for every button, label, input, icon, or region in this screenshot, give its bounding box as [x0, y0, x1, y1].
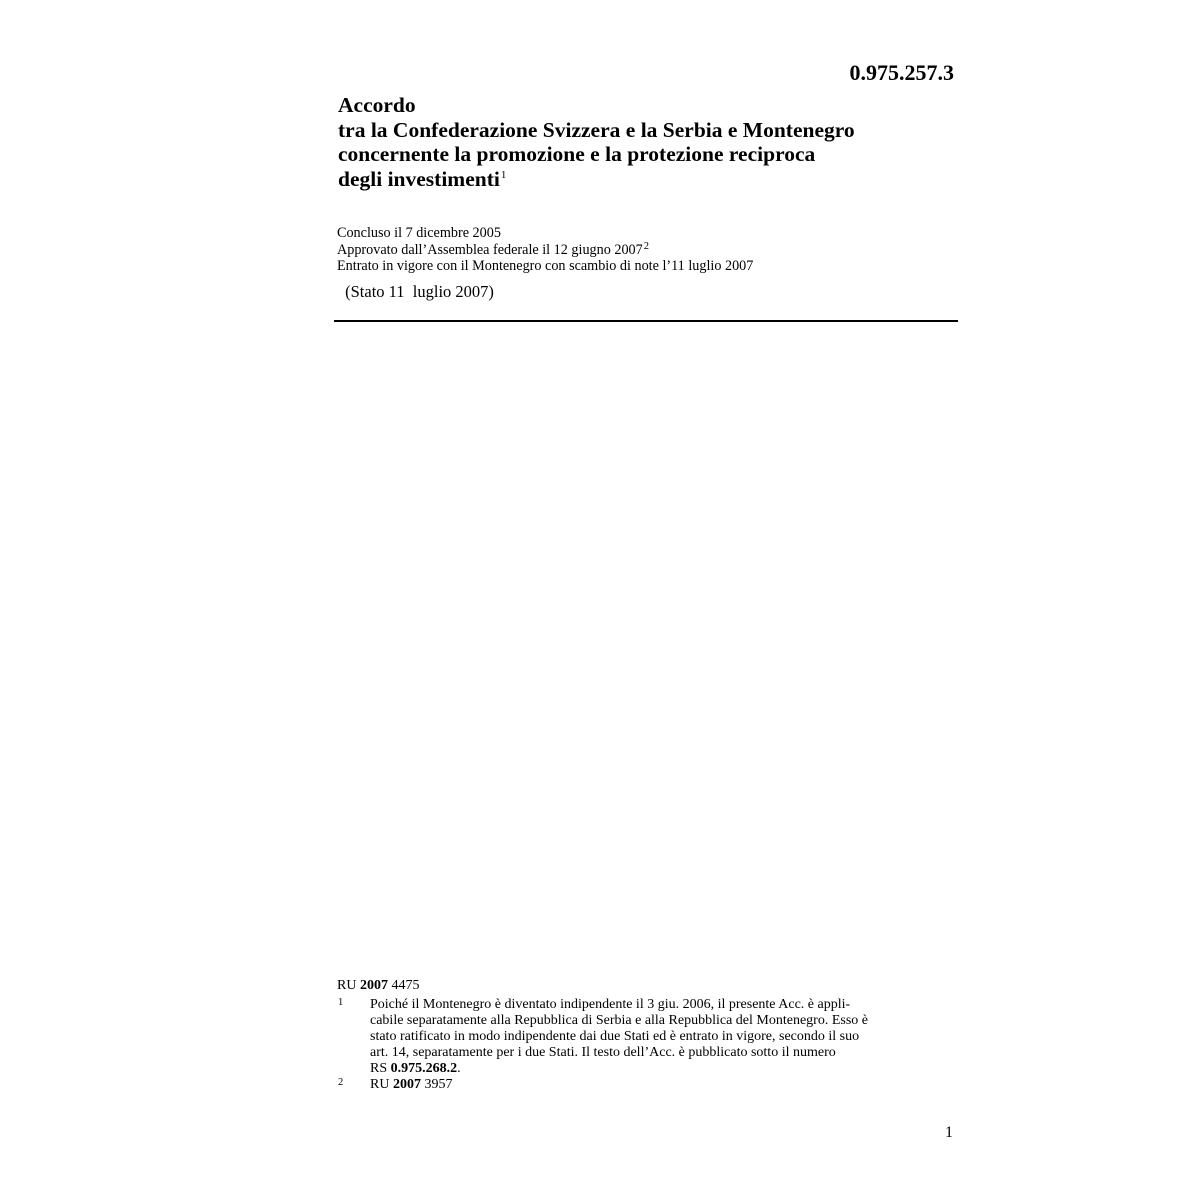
- footnote-number: 1: [338, 997, 344, 1008]
- title-line: Accordo: [338, 93, 416, 117]
- rs-number[interactable]: 0.975.268.2: [390, 1061, 458, 1076]
- footnote-1: [337, 997, 949, 1077]
- title-line-text: degli investimenti: [338, 166, 500, 191]
- footnote-number: 2: [338, 1077, 344, 1088]
- header-divider: [334, 320, 958, 322]
- page-number: 1: [945, 1124, 953, 1141]
- in-force-date: Entrato in vigore con il Montenegro con scambio di note l’11 luglio 2007: [337, 258, 754, 274]
- rs-suffix: .: [457, 1061, 461, 1076]
- document-metadata: [337, 225, 753, 275]
- ru-page: 4475: [387, 978, 420, 993]
- sr-number: 0.975.257.3: [849, 60, 954, 85]
- concluded-date: Concluso il 7 dicembre 2005: [337, 225, 501, 241]
- title-line-last: [338, 167, 958, 192]
- ru-year: 2007: [392, 1077, 421, 1092]
- footnote-text-line: stato ratificato in modo indipendente dai due Stati ed è entrato in vigore, secondo il suo: [370, 1029, 860, 1044]
- footnotes-section: [337, 978, 949, 1093]
- footnote-text-line: [370, 1077, 949, 1093]
- title-line: tra la Confederazione Svizzera e la Serbia e Montenegro: [338, 117, 855, 142]
- ru-reference: [337, 978, 949, 994]
- title-line: concernente la promozione e la protezione reciproca: [338, 142, 816, 166]
- ru-year: 2007: [359, 978, 388, 993]
- footnote-ref-2[interactable]: 2: [643, 240, 649, 252]
- ru-prefix: RU: [337, 978, 360, 993]
- approved-date: [337, 242, 753, 259]
- footnote-text-line: [370, 1061, 949, 1077]
- footnote-text-line: Poiché il Montenegro è diventato indipendente il 3 giu. 2006, il presente Acc. è appli-: [370, 997, 851, 1012]
- rs-prefix: RS: [370, 1061, 391, 1076]
- footnote-ref-1[interactable]: 1: [500, 168, 507, 181]
- approved-text: Approvato dall’Assemblea federale il 12 giugno 2007: [337, 241, 643, 258]
- footnote-text-line: cabile separatamente alla Repubblica di Serbia e alla Repubblica del Montenegro. Esso è: [370, 1013, 868, 1028]
- document-title: [338, 93, 958, 191]
- ru-page: 3957: [420, 1077, 453, 1092]
- footnote-text-line: art. 14, separatamente per i due Stati. Il testo dell’Acc. è pubblicato sotto il numero: [370, 1045, 836, 1060]
- ru-prefix: RU: [370, 1077, 393, 1092]
- footnote-2: [337, 1077, 949, 1093]
- status-date: (Stato 11 luglio 2007): [341, 282, 494, 301]
